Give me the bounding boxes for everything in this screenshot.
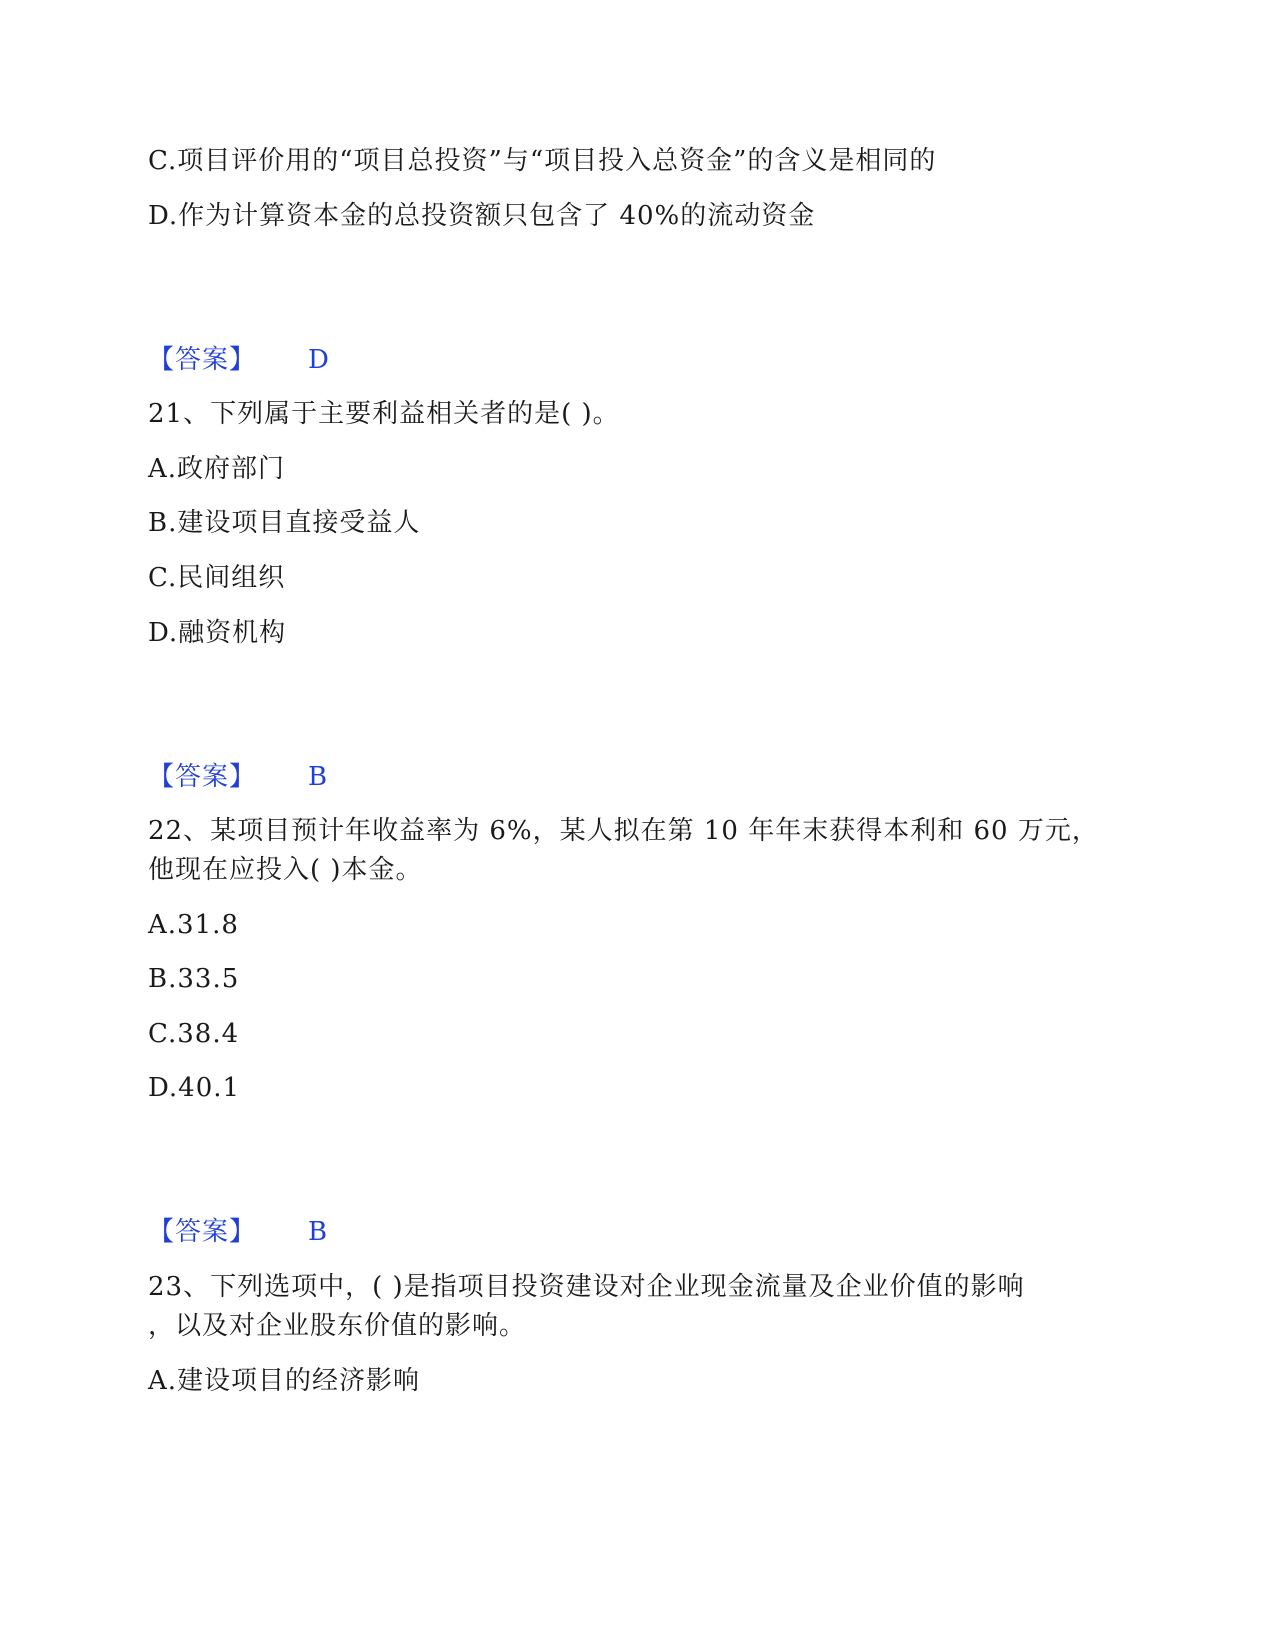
question-21-stem: 21、下列属于主要利益相关者的是( )。 <box>148 399 620 429</box>
question-23-stem-line2: ，以及对企业股东价值的影响。 <box>148 1311 527 1341</box>
question-22-stem-line1: 22、某项目预计年收益率为 6%，某人拟在第 10 年年末获得本利和 60 万元， <box>148 816 1099 846</box>
question-23-stem-line1: 23、下列选项中，( )是指项目投资建设对企业现金流量及企业价值的影响 <box>148 1272 1025 1302</box>
q22-option-a: A.31.8 <box>148 910 239 940</box>
q23-option-a: A.建设项目的经济影响 <box>148 1366 421 1396</box>
question-22-stem-line2: 他现在应投入( )本金。 <box>148 855 423 885</box>
option-d-prev: D.作为计算资本金的总投资额只包含了 40%的流动资金 <box>148 201 816 231</box>
q22-option-c: C.38.4 <box>148 1019 240 1049</box>
answer-prev <box>148 343 330 377</box>
answer-22 <box>148 1215 328 1249</box>
answer-value: B <box>308 1217 329 1247</box>
q21-option-d: D.融资机构 <box>148 618 287 648</box>
q21-option-c: C.民间组织 <box>148 563 286 593</box>
q21-option-a: A.政府部门 <box>148 454 286 484</box>
answer-21 <box>148 760 328 794</box>
q22-option-d: D.40.1 <box>148 1073 241 1103</box>
answer-label: 【答案】 <box>148 762 257 792</box>
answer-value: D <box>308 345 330 375</box>
q22-option-b: B.33.5 <box>148 964 240 994</box>
q21-option-b: B.建设项目直接受益人 <box>148 508 421 538</box>
option-c-prev: C.项目评价用的“项目总投资”与“项目投入总资金”的含义是相同的 <box>148 146 937 176</box>
answer-label: 【答案】 <box>148 345 257 375</box>
answer-value: B <box>308 762 329 792</box>
answer-label: 【答案】 <box>148 1217 257 1247</box>
